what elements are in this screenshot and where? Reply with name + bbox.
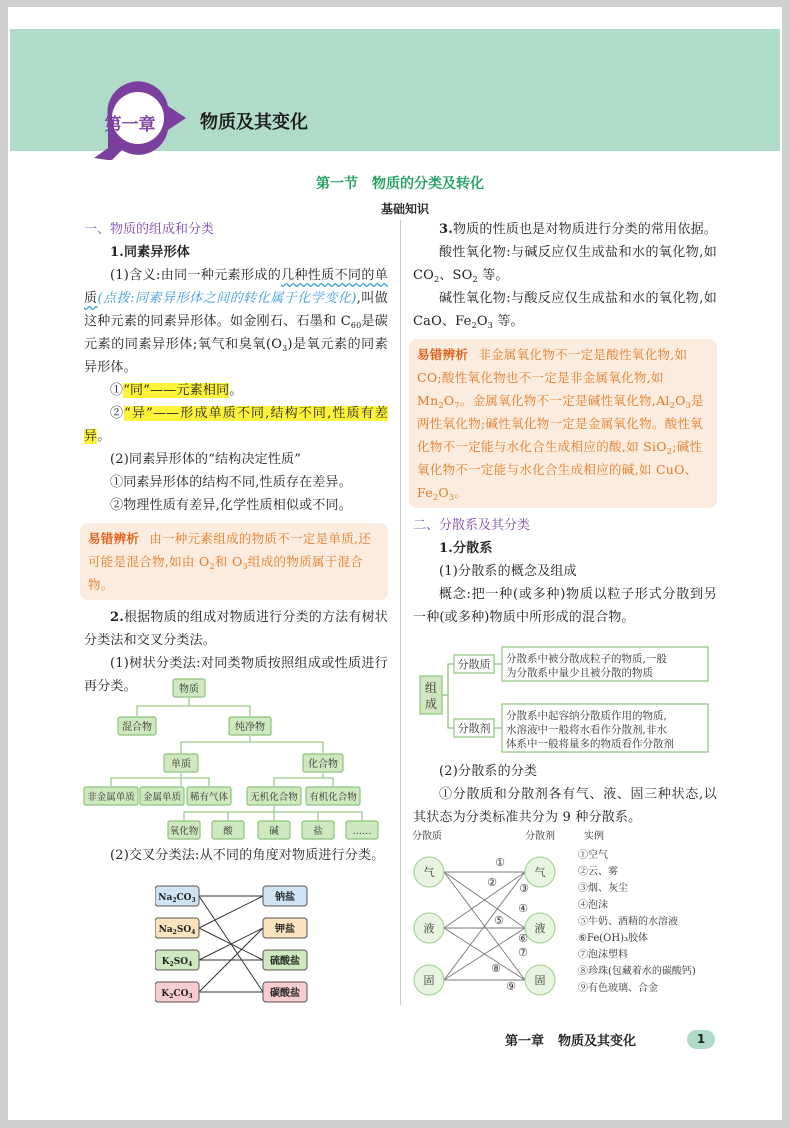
rnote-s4: 3 bbox=[685, 401, 692, 410]
note-label: 易错辨析 bbox=[417, 347, 469, 362]
tree-connector bbox=[274, 773, 323, 786]
note-text-b: 和 O bbox=[214, 554, 243, 569]
cross-right-label: 钾盐 bbox=[275, 924, 295, 935]
error-note-right bbox=[409, 339, 717, 508]
solute-label: 气 bbox=[423, 866, 435, 879]
tree-classification-diagram bbox=[80, 672, 390, 842]
tree-connector bbox=[137, 698, 189, 716]
heading-dispersion: 二、分散系及其分类 bbox=[413, 518, 531, 533]
acidic-oxide bbox=[413, 241, 717, 287]
def-a: (1)含义:由同一种元素形成的 bbox=[110, 268, 282, 283]
composition-branch-label: 分散质 bbox=[457, 658, 491, 671]
rnote-7: O bbox=[438, 485, 449, 500]
chapter-title: 物质及其变化 bbox=[200, 112, 308, 133]
composition-connector bbox=[442, 664, 454, 695]
tree-intro: (1)树状分类法:对同类物质按照组成或性质进行再分类。 bbox=[84, 656, 388, 694]
acid-c: 等。 bbox=[477, 268, 509, 283]
dispersion-concept: 概念:把一种(或多种)物质以粒子形式分散到另一种(或多种)物质中所形成的混合物。 bbox=[413, 587, 717, 625]
base-sub1: 2 bbox=[471, 321, 477, 330]
cross-classification-diagram bbox=[155, 884, 315, 1010]
item-allotrope-title: 1.同素异形体 bbox=[110, 245, 190, 260]
states-example: ②云、雾 bbox=[578, 866, 618, 878]
states-example: ③烟、灰尘 bbox=[578, 883, 628, 895]
rnote-s2: 7 bbox=[454, 401, 460, 410]
rnote-s6: 2 bbox=[433, 493, 439, 502]
def-key: 几种性质不同的单质 bbox=[84, 268, 388, 306]
solvent-label: 液 bbox=[534, 922, 546, 935]
structure-point-2: ②物理性质有差异,化学性质相似或不同。 bbox=[110, 498, 352, 513]
right-column bbox=[413, 218, 717, 629]
states-example: ⑥Fe(OH)₃胶体 bbox=[578, 933, 649, 944]
solvent-label: 气 bbox=[534, 866, 546, 879]
structure-title: (2)同素异形体的“结构决定性质” bbox=[110, 452, 302, 467]
tree-level2-1-label: 化合物 bbox=[308, 759, 338, 770]
def-tip: (点拨:同素异形体之间的转化属于化学变化) bbox=[97, 291, 357, 306]
rnote-s1: 2 bbox=[438, 401, 444, 410]
base-b: O bbox=[476, 314, 488, 329]
cross-right-label: 钠盐 bbox=[275, 892, 295, 903]
tree-level4-1-label: 酸 bbox=[223, 826, 233, 837]
property-basis bbox=[413, 218, 717, 241]
cross-left-label: $Na_2SO_4$ bbox=[158, 925, 196, 936]
same-point bbox=[84, 379, 388, 402]
dispersion-title: 1.分散系 bbox=[439, 541, 493, 556]
note-sub-1: 2 bbox=[209, 562, 215, 571]
states-link-number: ④ bbox=[518, 902, 528, 915]
states-link-number: ② bbox=[487, 876, 497, 889]
heading-composition: 一、物质的组成和分类 bbox=[84, 222, 215, 237]
def-d-sub: 3 bbox=[282, 344, 288, 353]
states-link-number: ① bbox=[495, 856, 505, 869]
diff-end: 。 bbox=[97, 429, 111, 444]
basic-oxide bbox=[413, 287, 717, 333]
classification-block bbox=[413, 760, 717, 829]
def-e: )是氧元素的同素异形体。 bbox=[84, 337, 389, 375]
composition-root-label: 成 bbox=[424, 697, 438, 711]
states-header-solvent: 分散剂 bbox=[525, 831, 555, 842]
rnote-8: 。 bbox=[454, 485, 468, 500]
tree-level4-2-label: 碱 bbox=[269, 826, 279, 837]
def-c: ,叫做这种元素的同素异形体。如金刚石、石墨和 C bbox=[84, 291, 389, 329]
column-divider bbox=[400, 220, 401, 1005]
states-link-number: ⑤ bbox=[494, 914, 504, 927]
tree-connector bbox=[181, 736, 250, 753]
tree-level1-0-label: 混合物 bbox=[122, 722, 152, 733]
note-sub-2: 3 bbox=[242, 562, 248, 571]
tree-level1-1-label: 纯净物 bbox=[235, 722, 265, 733]
composition-desc-line: 为分散系中量少且被分散的物质 bbox=[506, 667, 653, 679]
rnote-6: ;碱性氧化物不一定能与水化合生成相应的碱,如 CuO、Fe bbox=[417, 439, 703, 500]
acid-b: 、SO bbox=[439, 268, 473, 283]
diff-point bbox=[84, 402, 388, 448]
cross-right-label: 碳酸盐 bbox=[270, 988, 300, 999]
rnote-5: 是两性氧化物;碱性氧化物一定是金属氧化物。酸性氧化物不一定能与水化合生成相应的酸,如 SiO bbox=[417, 393, 704, 454]
tree-level3-0-label: 非金属单质 bbox=[87, 792, 135, 803]
structure-point-1: ①同素异形体的结构不同,性质存在差异。 bbox=[110, 475, 352, 490]
states-link-number: ⑨ bbox=[506, 980, 516, 993]
allotrope-definition bbox=[84, 264, 388, 379]
note-text-c: 组成的物质属于混合物。 bbox=[88, 554, 364, 592]
acid-a: 酸性氧化物:与碱反应仅生成盐和水的氧化物,如 CO bbox=[413, 245, 717, 283]
item3-num: 3. bbox=[439, 222, 453, 237]
states-example: ⑤牛奶、酒精的水溶液 bbox=[578, 916, 678, 928]
solute-label: 液 bbox=[423, 922, 435, 935]
rnote-1: 非金属氧化物不一定是酸性氧化物,如 CO;酸性氧化物也不一定是非金属氧化物,如 Mn bbox=[417, 347, 688, 408]
rnote-3: 。金属氧化物不一定是碱性氧化物,Al bbox=[459, 393, 670, 408]
same-highlight: “同”——元素相同 bbox=[123, 383, 230, 398]
tree-connector bbox=[111, 773, 181, 786]
tree-level4-4-label: …… bbox=[352, 826, 372, 837]
cross-left-label: $Na_2CO_3$ bbox=[158, 893, 196, 904]
composition-desc-line: 分散系中被分散成粒子的物质,一般 bbox=[506, 653, 667, 665]
states-diagram bbox=[410, 826, 720, 1010]
tree-connector bbox=[184, 806, 274, 821]
note-text-a: 由一种元素组成的物质不一定是单质,还可能是混合物,如由 O bbox=[88, 531, 372, 569]
note-label: 易错辨析 bbox=[88, 531, 140, 546]
states-example: ④泡沫 bbox=[578, 899, 608, 911]
states-example: ①空气 bbox=[578, 850, 608, 861]
item2-text: 根据物质的组成对物质进行分类的方法有树状分类法和交叉分类法。 bbox=[84, 610, 388, 648]
def-c-sub: 60 bbox=[350, 321, 362, 330]
tree-root-label: 物质 bbox=[179, 684, 199, 695]
states-link-number: ⑦ bbox=[518, 946, 528, 959]
base-sub2: 3 bbox=[487, 321, 494, 330]
section-title: 第一节 物质的分类及转化 bbox=[316, 176, 484, 192]
solvent-label: 固 bbox=[534, 974, 546, 987]
states-header-examples: 实例 bbox=[584, 831, 604, 842]
error-note-left bbox=[80, 523, 388, 600]
rnote-s3: 2 bbox=[669, 401, 676, 410]
footer-title: 物质及其变化 bbox=[558, 1034, 637, 1049]
tree-connector bbox=[189, 706, 250, 716]
states-link-number: ⑥ bbox=[518, 932, 528, 945]
tree-connector bbox=[323, 778, 333, 786]
page-footer bbox=[505, 1030, 650, 1049]
composition-branch-label: 分散剂 bbox=[457, 722, 491, 735]
composition-diagram bbox=[418, 646, 713, 758]
states-example: ⑦泡沫塑料 bbox=[578, 949, 628, 961]
acid-sub2: 2 bbox=[472, 275, 478, 284]
dispersion-class-text: ①分散质和分散剂各有气、液、固三种状态,以其状态为分类标准共分为 9 种分散系。 bbox=[413, 787, 717, 825]
cross-intro-block bbox=[84, 844, 388, 867]
acid-sub1: 2 bbox=[434, 275, 440, 284]
tree-connector bbox=[250, 742, 323, 753]
tree-connector bbox=[181, 778, 209, 786]
rnote-s7: 3 bbox=[448, 493, 455, 502]
item3-text: 物质的性质也是对物质进行分类的常用依据。 bbox=[452, 222, 717, 237]
solute-label: 固 bbox=[423, 974, 435, 987]
left-column bbox=[84, 218, 388, 698]
chapter-badge: 第一章 bbox=[104, 115, 156, 135]
item2-num: 2. bbox=[110, 610, 124, 625]
states-example: ⑧珍珠(包藏着水的碳酸钙) bbox=[578, 966, 696, 978]
cross-link bbox=[199, 896, 263, 928]
footer-chapter: 第一章 bbox=[505, 1034, 545, 1049]
states-link-number: ③ bbox=[519, 882, 529, 895]
tree-level3-2-label: 稀有气体 bbox=[189, 792, 229, 803]
tree-level3-4-label: 有机化合物 bbox=[309, 792, 357, 803]
tree-level3-1-label: 金属单质 bbox=[142, 792, 182, 803]
composition-desc-line: 水溶液中一般将水看作分散剂,非水 bbox=[506, 724, 667, 736]
tree-level2-0-label: 单质 bbox=[171, 759, 191, 770]
same-end: 。 bbox=[229, 383, 243, 398]
cross-left-label: $K_2SO_4$ bbox=[161, 957, 193, 968]
page-number: 1 bbox=[687, 1030, 715, 1049]
rnote-4: O bbox=[675, 393, 686, 408]
states-header-solute: 分散质 bbox=[412, 831, 442, 842]
section-subtitle: 基础知识 bbox=[380, 202, 429, 216]
classification-methods bbox=[84, 606, 388, 652]
def-d: 是碳元素的同素异形体;氧气和臭氧(O bbox=[84, 314, 388, 352]
tree-level4-3-label: 盐 bbox=[313, 826, 323, 837]
states-example: ⑨有色玻璃、合金 bbox=[578, 982, 658, 994]
composition-connector bbox=[448, 695, 454, 728]
same-num: ① bbox=[110, 383, 124, 398]
composition-root-label: 组 bbox=[424, 681, 438, 695]
states-link-number: ⑧ bbox=[491, 962, 501, 975]
cross-left-label: $K_2CO_3$ bbox=[161, 989, 193, 1000]
tree-level3-3-label: 无机化合物 bbox=[250, 792, 298, 803]
rnote-2: O bbox=[443, 393, 455, 408]
dispersion-concept-title: (1)分散系的概念及组成 bbox=[439, 564, 577, 579]
composition-desc-line: 分散系中起容纳分散质作用的物质, bbox=[506, 710, 667, 722]
base-a: 碱性氧化物:与酸反应仅生成盐和水的氧化物,如 CaO、Fe bbox=[413, 291, 717, 329]
composition-desc-line: 体系中一般将量多的物质看作分散剂 bbox=[506, 738, 674, 750]
dispersion-class-title: (2)分散系的分类 bbox=[439, 764, 538, 779]
rnote-s5: 2 bbox=[666, 447, 673, 456]
diff-num: ② bbox=[110, 406, 125, 421]
cross-intro: (2)交叉分类法:从不同的角度对物质进行分类。 bbox=[110, 848, 385, 863]
tree-level4-0-label: 氧化物 bbox=[169, 826, 199, 837]
base-c: 等。 bbox=[493, 314, 524, 329]
cross-right-label: 硫酸盐 bbox=[270, 956, 300, 967]
diff-highlight: “异”——形成单质不同,结构不同,性质有差异 bbox=[84, 406, 388, 444]
